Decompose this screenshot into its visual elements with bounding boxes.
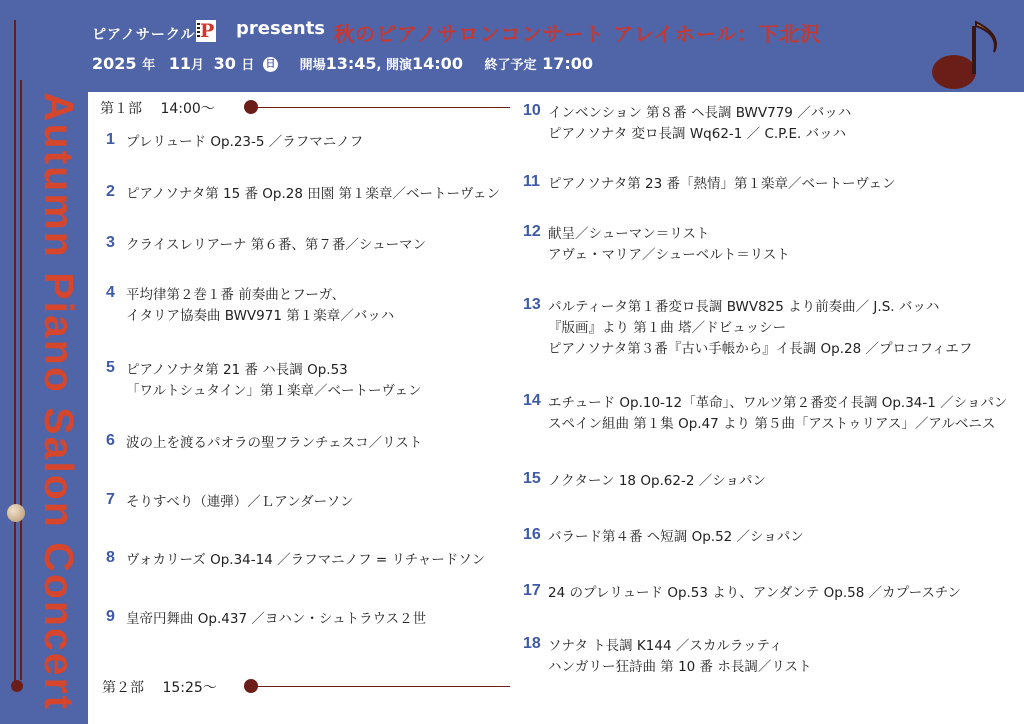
program-number: 15 [523, 470, 541, 487]
program-line: スペイン組曲 第１集 Op.47 より 第５曲「アストゥリアス」／アルベニス [548, 416, 996, 432]
part1-rule [256, 107, 510, 108]
program-line: バラード第４番 ヘ短調 Op.52 ／ショパン [548, 529, 804, 545]
open-time: 13:45 [325, 54, 377, 73]
program-number: 7 [106, 491, 115, 508]
date-month-unit: 月 [190, 58, 204, 73]
program-line: 献呈／シューマン＝リスト [548, 226, 710, 242]
program-line: 「ワルトシュタイン」第１楽章／ベートーヴェン [126, 383, 422, 399]
program-line: クライスレリアーナ 第６番、第７番／シューマン [126, 237, 427, 253]
program-number: 13 [523, 296, 541, 313]
program-text [548, 297, 972, 360]
program-number: 3 [106, 234, 115, 251]
program-text [548, 636, 812, 678]
program-line: 24 のプレリュード Op.53 より、アンダンテ Op.58 ／カプースチン [548, 585, 962, 601]
program-text [548, 583, 961, 604]
program-text [126, 184, 500, 205]
program-number: 14 [523, 392, 541, 409]
program-number: 2 [106, 183, 115, 200]
part1-time: 14:00〜 [160, 101, 215, 117]
program-text [126, 285, 394, 327]
program-number: 18 [523, 635, 541, 652]
program-line: ヴォカリーズ Op.34-14 ／ラフマニノフ = リチャードソン [126, 552, 486, 568]
program-number: 12 [523, 223, 541, 240]
program-number: 17 [523, 582, 541, 599]
program-text [548, 393, 1007, 435]
program-line: イタリア協奏曲 BWV971 第１楽章／バッハ [126, 308, 395, 324]
program-text [126, 132, 363, 153]
program-text [126, 235, 426, 256]
program-number: 6 [106, 432, 115, 449]
program-text [126, 609, 426, 630]
vertical-rule [14, 20, 16, 688]
program-line: ピアノソナタ 変ロ長調 Wq62-1 ／ C.P.E. バッハ [548, 126, 847, 142]
program-line: 皇帝円舞曲 Op.437 ／ヨハン・シュトラウス２世 [126, 611, 427, 627]
event-title: 秋のピアノサロンコンサート アレイホール：下北沢 [334, 22, 822, 46]
weekday-badge: 日 [263, 57, 278, 72]
program-text [126, 433, 422, 454]
circle-logo [196, 20, 216, 42]
program-text [548, 103, 851, 145]
program-number: 10 [523, 102, 541, 119]
program-line: ピアノソナタ第 15 番 Op.28 田園 第１楽章／ベートーヴェン [126, 186, 501, 202]
date-day-unit: 日 [241, 58, 255, 73]
end-time: 17:00 [542, 54, 594, 73]
part1-heading [100, 98, 215, 118]
program-number: 1 [106, 131, 115, 148]
program-text [126, 492, 354, 513]
program-line: ソナタ ト長調 K144 ／スカルラッティ [548, 638, 783, 654]
program-line: 平均律第２巻１番 前奏曲とフーガ、 [126, 287, 346, 303]
program-number: 16 [523, 526, 541, 543]
open-label: 開場 [299, 58, 326, 73]
program-line: プレリュード Op.23-5 ／ラフマニノフ [126, 134, 364, 150]
program-number: 11 [523, 173, 540, 190]
date-year-unit: 年 [142, 58, 156, 73]
pearl-bead [7, 504, 25, 522]
program-text [126, 360, 422, 402]
program-line: ピアノソナタ第３番『古い手帳から』イ長調 Op.28 ／プロコフィエフ [548, 341, 973, 357]
program-line: ピアノソナタ第 23 番「熱情」第１楽章／ベートーヴェン [548, 176, 896, 192]
part1-label: 第１部 [100, 101, 142, 117]
program-line: パルティータ第１番変ロ長調 BWV825 より前奏曲／ J.S. バッハ [548, 299, 940, 315]
date-time-line: 2025 年 11月 30 日 日 開場13:45, 開演14:00 終了予定 17:00 [92, 54, 594, 73]
program-line: 波の上を渡るパオラの聖フランチェスコ／リスト [126, 435, 423, 451]
part2-rule [256, 686, 510, 687]
program-number: 8 [106, 549, 115, 566]
program-text [548, 471, 766, 492]
program-text [548, 174, 895, 195]
rule-end-dot [11, 680, 23, 692]
vertical-rule-inner [20, 80, 22, 680]
program-line: 『版画』より 第１曲 塔／ドビュッシー [548, 320, 787, 336]
program-line: ピアノソナタ第 21 番 ハ長調 Op.53 [126, 362, 348, 378]
program-line: インベンション 第８番 ヘ長調 BWV779 ／バッハ [548, 105, 852, 121]
program-number: 9 [106, 608, 115, 625]
program-line: ハンガリー狂詩曲 第 10 番 ホ長調／リスト [548, 659, 812, 675]
date-day: 30 [213, 54, 236, 73]
logo-letter: P [200, 20, 215, 42]
program-number: 5 [106, 359, 115, 376]
part2-time: 15:25〜 [162, 680, 217, 696]
program-line: そりすべり（連弾）／Ｌアンダーソン [126, 494, 354, 510]
date-year: 2025 [92, 54, 137, 73]
date-month: 11 [168, 54, 191, 73]
program-text [548, 224, 790, 266]
organizer-name: ピアノサークル [92, 27, 196, 43]
part2-label: 第２部 [102, 680, 144, 696]
start-label: 開演 [386, 58, 413, 73]
start-time: 14:00 [412, 54, 463, 73]
program-line: ノクターン 18 Op.62-2 ／ショパン [548, 473, 766, 489]
side-title-box [32, 92, 82, 712]
program-number: 4 [106, 284, 115, 301]
program-line: アヴェ・マリア／シューベルト＝リスト [548, 247, 790, 263]
presents-label: presents [236, 18, 326, 39]
music-note-icon [930, 18, 1010, 92]
program-text [548, 527, 804, 548]
program-text [126, 550, 485, 571]
side-title: Autumn Piano Salon Concert [36, 92, 82, 712]
end-label: 終了予定 [484, 58, 537, 73]
program-line: エチュード Op.10-12「革命」、ワルツ第２番変イ長調 Op.34-1 ／ショパン [548, 395, 1008, 411]
part2-heading [102, 677, 217, 697]
